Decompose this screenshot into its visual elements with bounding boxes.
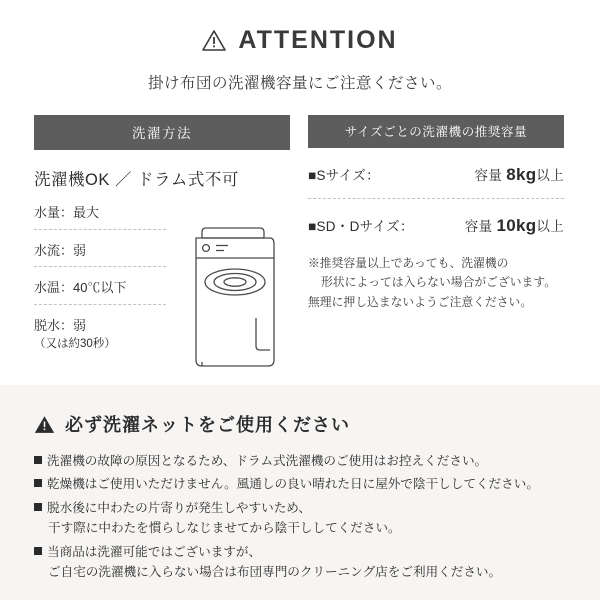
list-item (34, 474, 566, 494)
wash-method-panel (34, 115, 290, 396)
capacity-value (465, 215, 564, 236)
bullet-text: 当商品は洗濯可能ではございますが、 (47, 544, 262, 559)
square-bullet-icon (34, 479, 42, 487)
square-bullet-icon (34, 547, 42, 555)
capacity-suffix: 以上 (536, 219, 564, 234)
spec-sublabel: （又は約30秒） (34, 338, 116, 351)
note-line-1: ※推奨容量以上であっても、洗濯機の (308, 256, 509, 270)
capacity-prefix: 容量 (464, 219, 493, 234)
washing-machine-illustration (176, 214, 288, 374)
note-line-2: 形状によっては入らない場合がございます。 (321, 275, 556, 290)
laundry-net-header (34, 411, 566, 437)
wash-ok-line: 洗濯機OK ／ ドラム式不可 (34, 171, 239, 189)
spec-label: 水量：最大 (34, 205, 100, 220)
list-item (34, 204, 166, 230)
bullet-text: 乾燥機はご使用いただけません。風通しの良い晴れた日に屋外で陰干ししてください。 (47, 477, 539, 492)
capacity-panel (308, 115, 564, 396)
capacity-number: 8kg (506, 165, 537, 184)
laundry-net-panel (0, 385, 600, 600)
spec-label: 水流：弱 (34, 242, 87, 258)
spec-label: 脱水：弱 (34, 317, 87, 333)
list-item (34, 498, 566, 539)
wash-method-heading: 洗濯方法 (34, 115, 290, 150)
bullet-text: 洗濯機の故障の原因となるため、ドラム式洗濯機のご使用はお控えください。 (47, 454, 488, 468)
capacity-row-s (308, 164, 564, 185)
capacity-value (475, 164, 564, 185)
warning-triangle-icon (202, 30, 226, 51)
capacity-prefix: 容量 (474, 168, 503, 183)
list-item (34, 242, 166, 268)
divider (308, 198, 564, 199)
capacity-suffix: 以上 (536, 168, 564, 183)
laundry-net-bullets (34, 451, 566, 582)
square-bullet-icon (34, 503, 42, 511)
note-line-3: 無理に押し込まないようご注意ください。 (308, 294, 533, 309)
laundry-net-title: 必ず洗濯ネットをご使用ください (65, 415, 350, 435)
wash-method-body (34, 166, 290, 396)
attention-header (0, 0, 600, 55)
page-subtitle: 掛け布団の洗濯機容量にご注意ください。 (147, 75, 452, 92)
bullet-text: 脱水後に中わたの片寄りが発生しやすいため、 (47, 500, 311, 515)
capacity-label: ■Sサイズ： (308, 168, 380, 183)
spec-label: 水温：40℃以下 (34, 280, 127, 296)
capacity-heading: サイズごとの洗濯機の推奨容量 (308, 115, 564, 148)
capacity-row-sd-d (308, 215, 564, 236)
list-item (34, 542, 566, 583)
capacity-label: ■SD・Dサイズ： (308, 219, 414, 234)
square-bullet-icon (34, 456, 42, 464)
list-item (34, 451, 566, 471)
bullet-text-continued: ご自宅の洗濯機に入らない場合は布団専門のクリーニング店をご利用ください。 (48, 564, 502, 579)
capacity-note (308, 254, 564, 312)
bullet-text-continued: 干す際に中わたを慣らしなじませてから陰干ししてください。 (48, 521, 401, 536)
capacity-number: 10kg (496, 216, 537, 235)
page-title: ATTENTION (238, 26, 398, 54)
info-columns (0, 93, 600, 396)
wash-spec-list (34, 204, 166, 360)
list-item (34, 279, 166, 305)
list-item (34, 317, 166, 360)
warning-triangle-icon (34, 415, 55, 434)
